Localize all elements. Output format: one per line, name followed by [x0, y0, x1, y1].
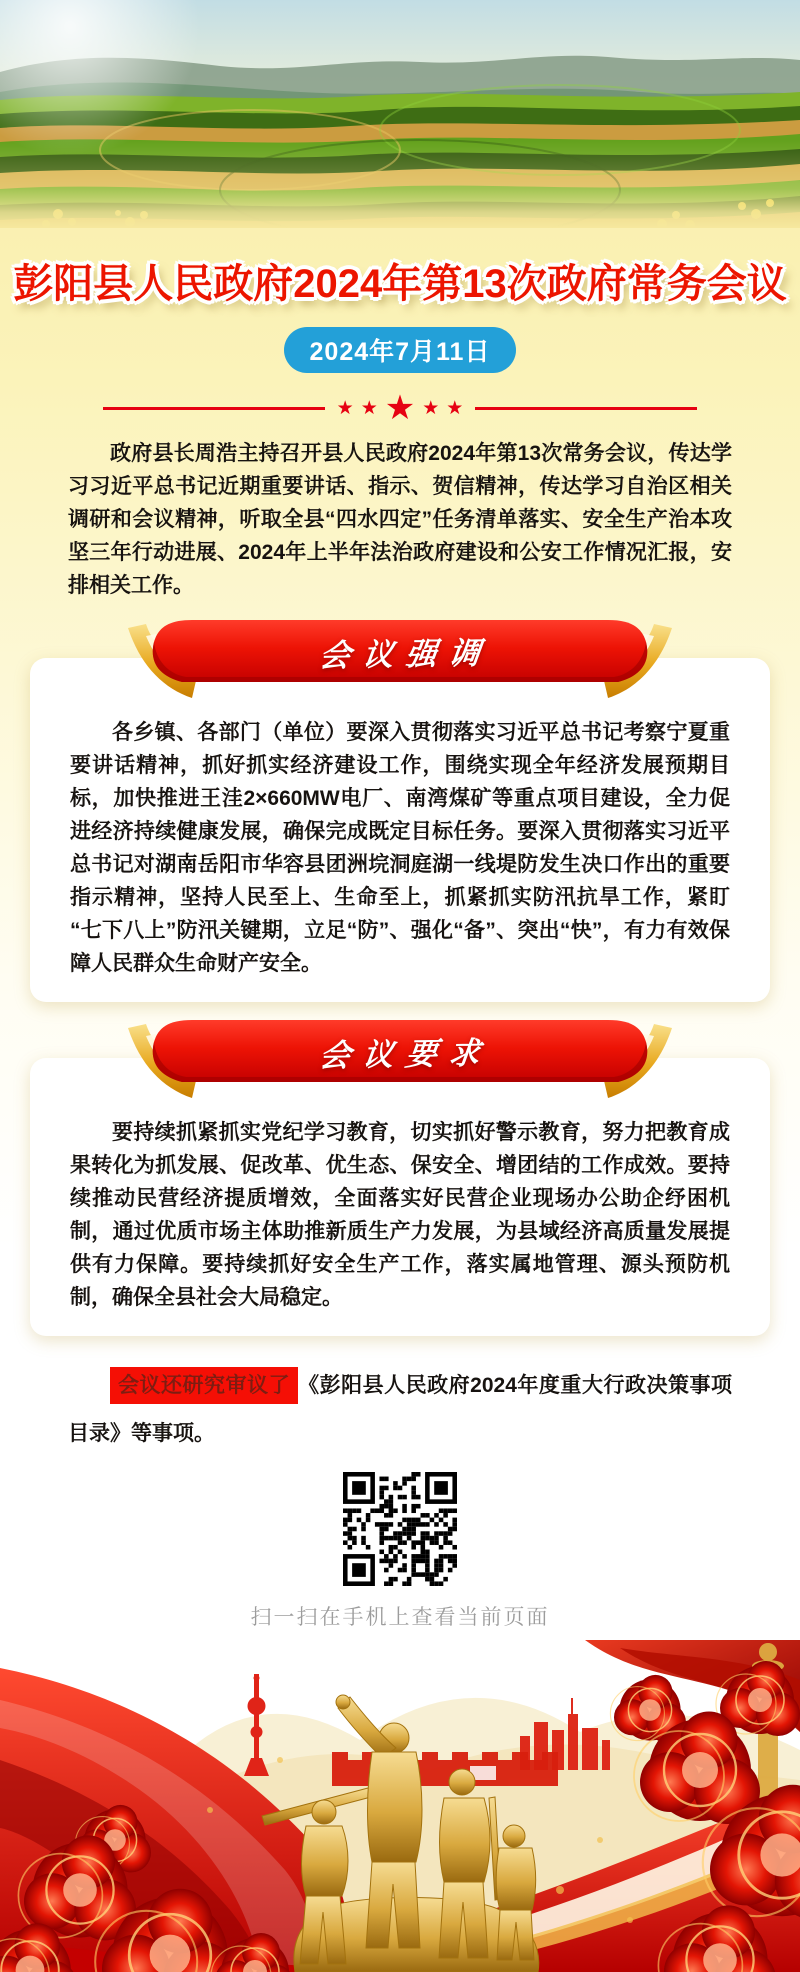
qr-caption: 扫一扫在手机上查看当前页面	[250, 1606, 550, 1629]
qr-code	[343, 1472, 457, 1586]
closing-paragraph	[68, 1362, 732, 1458]
date-badge: 2024年7月11日	[284, 327, 517, 373]
star-divider	[58, 391, 742, 425]
section-ribbon	[120, 1016, 680, 1102]
section-heading: 会议要求	[317, 1035, 494, 1074]
divider-line	[103, 407, 325, 410]
closing-text: 《彭阳县人民政府2024年度重大行政决策事项目录》等事项。	[68, 1374, 733, 1445]
section-emphasis	[0, 616, 800, 1002]
star-icon: ★	[446, 397, 464, 419]
divider-line	[475, 407, 697, 410]
page-title: 彭阳县人民政府2024年第13次政府常务会议	[13, 262, 787, 306]
section-heading: 会议强调	[317, 635, 494, 674]
hero-terraces-photo	[0, 0, 800, 228]
section-card	[30, 658, 770, 1002]
qr-section	[0, 1472, 800, 1631]
star-icon: ★	[384, 389, 416, 427]
stars-row	[337, 391, 464, 425]
star-icon: ★	[422, 397, 440, 419]
section-body: 要持续抓紧抓实党纪学习教育，切实抓好警示教育，努力把教育成果转化为抓发展、促改革、优生态、保安全、增团结的工作成效。要持续推动民营经济提质增效，全面落实好民营企业现场办公助企纾困机制，通过优质市场主体助推新质生产力发展，为县域经济高质量发展提供有力保障。要持续抓好安全生产工作，落实属地管理、源头预防机制，确保全县社会大局稳定。	[70, 1121, 730, 1309]
section-ribbon	[120, 616, 680, 702]
intro-paragraph: 政府县长周浩主持召开县人民政府2024年第13次常务会议，传达学习习近平总书记近期重要讲话、指示、贺信精神，传达学习自治区相关调研和会议精神，听取全县“四水四定”任务清单落实、安全生产治本攻坚三年行动进展、2024年上半年法治政府建设和公安工作情况汇报，安排相关工作。	[68, 442, 732, 597]
star-icon: ★	[336, 397, 354, 419]
star-icon: ★	[360, 397, 378, 419]
highlight-phrase: 会议还研究审议了	[110, 1367, 298, 1404]
section-requirements	[0, 1016, 800, 1336]
footer-artwork	[0, 1640, 800, 1972]
section-body: 各乡镇、各部门（单位）要深入贯彻落实习近平总书记考察宁夏重要讲话精神，抓好抓实经济建设工作，围绕实现全年经济发展预期目标，加快推进王洼2×660MW电厂、南湾煤矿等重点项目建设，全力促进经济持续健康发展，确保完成既定目标任务。要深入贯彻落实习近平总书记对湖南岳阳市华容县团洲垸洞庭湖一线堤防发生决口作出的重要指示精神，坚持人民至上、生命至上，抓紧抓实防汛抗旱工作，紧盯“七下八上”防汛关键期，立足“防”、强化“备”、突出“快”，有力有效保障人民群众生命财产安全。	[70, 721, 730, 975]
